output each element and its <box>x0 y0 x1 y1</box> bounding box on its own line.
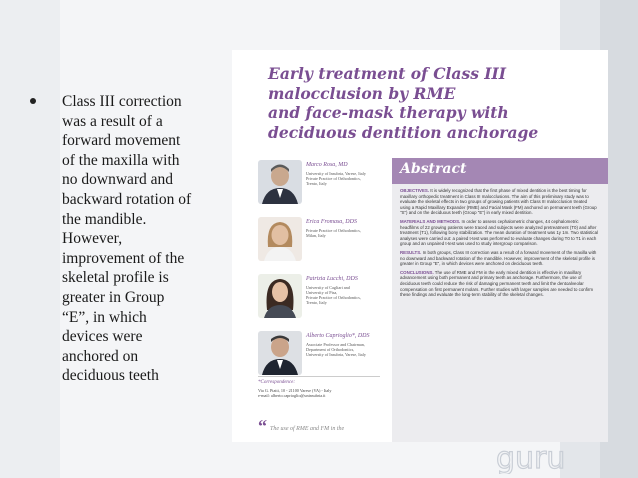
abstract-section-label: RESULTS. <box>400 249 422 255</box>
author-name: Patrizia Lucchi, DDS <box>306 276 358 282</box>
abstract-box <box>392 158 608 442</box>
abstract-section-label: MATERIALS AND METHODS. <box>400 218 461 224</box>
article-image <box>232 50 608 442</box>
author-photo <box>258 331 302 375</box>
author-affiliation: University of Insubria, Varese, Italy Private Practice of Orthodontics, Trento, Italy <box>306 171 366 186</box>
abstract-section-label: OBJECTIVES. <box>400 188 430 193</box>
author-name: Alberto Caprioglio*, DDS <box>306 333 370 339</box>
author-affiliation: Private Practice of Orthodontics, Milan, Italy <box>306 228 361 238</box>
abstract-section-label: CONCLUSIONS. <box>400 269 434 275</box>
bullet-text: Class III correction was a result of a forward movement of the maxilla with no downward and backward rotation of the mandible. However, improvement of the skeletal profile is greater in Group “E”, in which devices were anchored on deciduous teeth <box>62 93 192 385</box>
abstract-paragraph <box>400 188 598 216</box>
abstract-section-text: The use of RME and FM in the early mixed dentition is effective in maxillary advancement using both permanent and primary teeth as anchorage. Furthermore, the use of deciduous teeth could reduce the risk of damaging permanent teeth and limit the dentoalveolar compensation on first permanent molars. Further studies with larger samples are needed to confirm these findings and evaluate the long-term stability of the skeletal changes. <box>400 269 594 298</box>
abstract-section-text: It is widely recognized that the first phase of mixed dentition is the best timing for maxillary orthopedic treatment in Class III malocclusions. The aim of this preliminary study was to evaluate the skeletal effects in two groups of growing patients with Class III malocclusion treated using a Rapid Maxillary Expander (RME) and Facial Mask (FM) anchored on permanent teeth (Group "S") and on the deciduous teeth (Group "E") in early mixed dentition. <box>400 188 597 216</box>
author-list <box>258 156 380 384</box>
author-photo <box>258 217 302 261</box>
correspondence-address: Via G. Piatti, 10 - 21100 Varese (VA) - Italy e-mail: alberto.caprioglio@uninsubria.it <box>258 388 332 399</box>
author-name: Marco Rosa, MD <box>306 162 348 168</box>
author-photo <box>258 274 302 318</box>
author-name: Erica Fromasa, DDS <box>306 219 357 225</box>
article-title: Early treatment of Class III malocclusion by RME and face-mask therapy with deciduous dentition anchorage <box>268 64 539 142</box>
author-photo <box>258 160 302 204</box>
abstract-section-text: In order to assess cephalometric changes, 44 cephalometric headfilms of 22 growing patients were traced and subjects were analyzed pretreatment (T0) and after treatment (T1), following bony stabilization. The mean duration of treatment was 1y 1m. Two statistical analyses were carried out: a paired t-test was performed to evaluate changes during T0 to T1 in each group and an unpaired t-test was used to study intergroup comparison. <box>400 218 598 247</box>
abstract-paragraph <box>400 250 598 267</box>
author-entry <box>258 270 380 327</box>
abstract-section-text: In both groups, Class III correction was a result of a forward movement of the maxilla with no downward and backward rotation of the mandible. However, improvement of the skeletal profile is greater in Group "E", in which devices were anchored on deciduous teeth. <box>400 249 597 267</box>
abstract-paragraph <box>400 270 598 298</box>
bullet-dot-icon <box>30 98 36 104</box>
author-affiliation: University of Cagliari and University of Pisa, Private Practice of Orthodontics, Trento, Italy <box>306 285 361 305</box>
bullet-point <box>30 92 230 386</box>
author-entry <box>258 156 380 213</box>
guru-watermark-logo <box>492 438 632 474</box>
svg-text:guru: guru <box>496 441 566 474</box>
pull-quote: The use of RME and FM in the <box>270 426 345 432</box>
abstract-body <box>400 188 598 301</box>
quote-mark-icon: “ <box>258 416 267 436</box>
divider <box>258 376 380 377</box>
correspondence-label: *Correspondence: <box>258 380 296 385</box>
author-affiliation: Associate Professor and Chairman, Department of Orthodontics, University of Insubria, Varese, Italy <box>306 342 366 357</box>
abstract-header <box>392 158 608 184</box>
abstract-heading: Abstract <box>400 161 467 177</box>
author-entry <box>258 213 380 270</box>
abstract-paragraph <box>400 219 598 247</box>
